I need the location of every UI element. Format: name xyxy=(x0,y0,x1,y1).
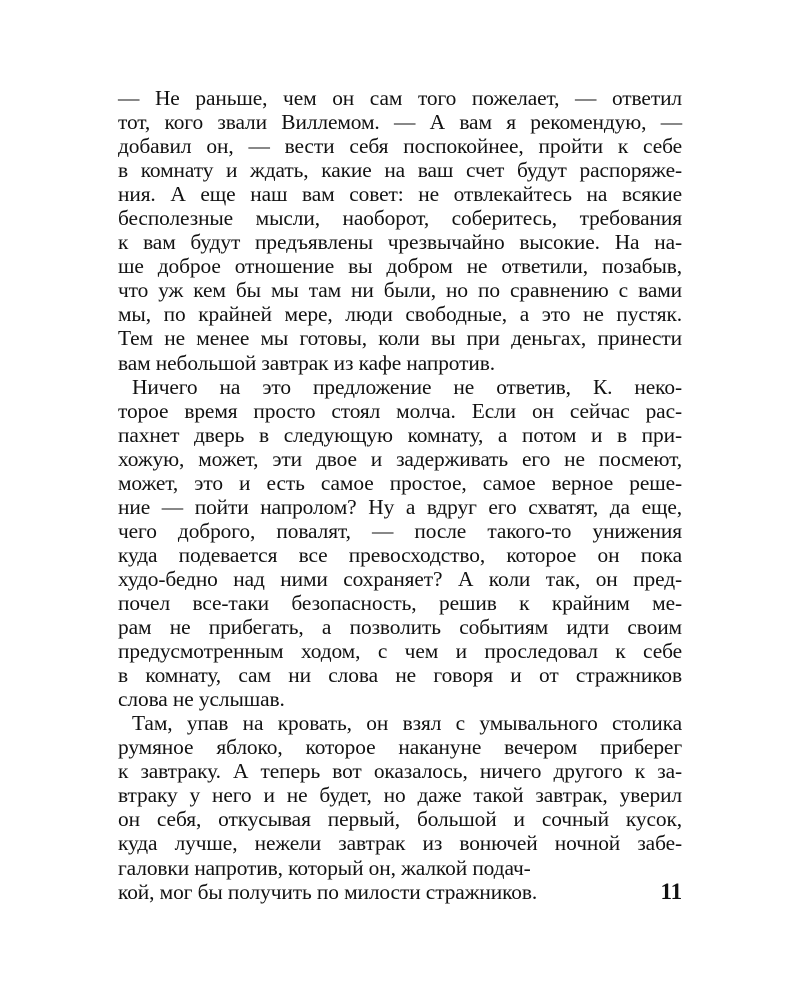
text-line: может, это и есть самое простое, самое верное реше- xyxy=(118,470,682,495)
text-line: ше доброе отношение вы добром не ответили, позабыв, xyxy=(118,254,682,279)
text-line: ние — пойти напролом? Ну а вдруг его схватят, да еще, xyxy=(118,494,682,519)
text-line: галовки напротив, который он, жалкой подач- xyxy=(118,855,531,880)
text-line: предусмотренным ходом, с чем и проследовал к себе xyxy=(118,639,682,664)
page-number: 11 xyxy=(660,878,682,904)
text-line: — Не раньше, чем он сам того пожелает, — ответил xyxy=(118,86,682,110)
text-line: тот, кого звали Виллемом. — А вам я рекомендую, — xyxy=(118,110,682,135)
final-line-row xyxy=(118,880,682,904)
text-line: Ничего на это предложение не ответив, К. неко- xyxy=(132,374,682,399)
text-line: Тем не менее мы готовы, коли вы при деньгах, принести xyxy=(118,326,682,351)
text-line: хожую, может, эти двое и задерживать его не посмеют, xyxy=(118,446,682,471)
text-line: мы, по крайней мере, люди свободные, а это не пустяк. xyxy=(118,302,682,327)
text-line: что уж кем бы мы там ни были, но по сравнению с вами xyxy=(118,278,682,303)
text-line: вам небольшой завтрак из кафе напротив. xyxy=(118,350,495,375)
text-line: слова не услышав. xyxy=(118,687,285,712)
text-line: к завтраку. А теперь вот оказалось, ничего другого к за- xyxy=(118,759,682,784)
text-line: куда лучше, нежели завтрак из вонючей ночной забе- xyxy=(118,831,682,856)
text-line: в комнату, сам ни слова не говоря и от стражников xyxy=(118,663,682,688)
text-line: ния. А еще наш вам совет: не отвлекайтесь на всякие xyxy=(118,182,682,207)
text-line: чего доброго, повалят, — после такого-то унижения xyxy=(118,518,682,543)
book-page-text xyxy=(118,86,682,904)
text-line: почел все-таки безопасность, решив к крайним ме- xyxy=(118,590,682,615)
text-line: он себя, откусывая первый, большой и сочный кусок, xyxy=(118,807,682,832)
text-line: худо-бедно над ними сохраняет? А коли так, он пред- xyxy=(118,566,682,591)
text-line: в комнату и ждать, какие на ваш счет будут распоряже- xyxy=(118,158,682,183)
text-line: куда подевается все превосходство, которое он пока xyxy=(118,542,682,567)
text-line: втраку у него и не будет, но даже такой завтрак, уверил xyxy=(118,783,682,808)
text-line: бесполезные мысли, наоборот, соберитесь, требования xyxy=(118,206,682,231)
text-line: румяное яблоко, которое накануне вечером приберег xyxy=(118,735,682,760)
text-line: Там, упав на кровать, он взял с умывального столика xyxy=(132,711,682,736)
text-line: добавил он, — вести себя поспокойнее, пройти к себе xyxy=(118,134,682,159)
text-line: рам не прибегать, а позволить событиям идти своим xyxy=(118,615,682,640)
text-line: пахнет дверь в следующую комнату, а потом и в при- xyxy=(118,422,682,447)
text-line: кой, мог бы получить по милости стражников. xyxy=(118,879,538,904)
text-line: к вам будут предъявлены чрезвычайно высокие. На на- xyxy=(118,230,682,255)
text-line: торое время просто стоял молча. Если он сейчас рас- xyxy=(118,398,682,423)
